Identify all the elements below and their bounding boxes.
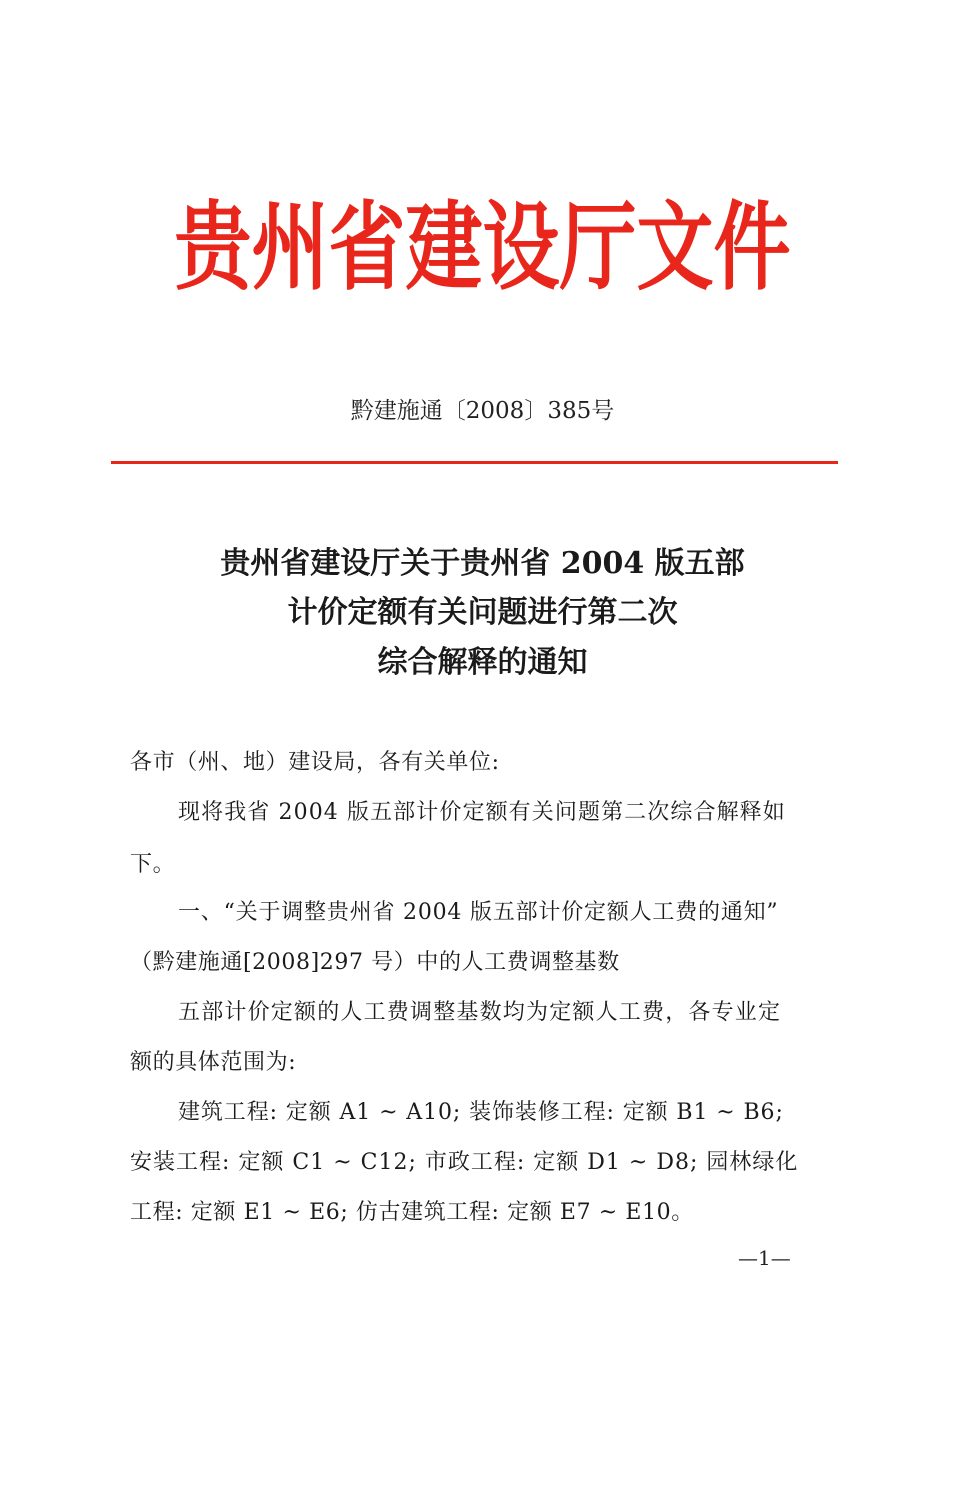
body-paragraph-line: 工程: 定额 E1 ~ E6; 仿古建筑工程: 定额 E7 ~ E10。 [130,1200,694,1225]
body-paragraph-line: 额的具体范围为: [130,1050,297,1075]
page-number: —1— [738,1246,791,1270]
notice-title-line-1: 贵州省建设厅关于贵州省 2004 版五部 [220,546,745,581]
section-heading-line: （黔建施通[2008]297 号）中的人工费调整基数 [130,950,620,975]
issuing-agency-title: 贵州省建设厅文件 [174,193,791,305]
body-paragraph-line: 安装工程: 定额 C1 ~ C12; 市政工程: 定额 D1 ~ D8; 园林绿化 [130,1150,799,1175]
body-paragraph-line: 五部计价定额的人工费调整基数均为定额人工费，各专业定 [178,1000,782,1025]
salutation: 各市（州、地）建设局，各有关单位: [130,750,500,775]
red-divider-line [111,461,838,464]
notice-title-line-2: 计价定额有关问题进行第二次 [287,595,678,630]
notice-title-line-3: 综合解释的通知 [377,645,588,680]
body-paragraph-line: 下。 [130,852,176,877]
body-paragraph-line: 建筑工程: 定额 A1 ~ A10; 装饰装修工程: 定额 B1 ~ B6; [178,1100,784,1125]
section-heading-line: 一、“关于调整贵州省 2004 版五部计价定额人工费的通知” [178,900,779,925]
body-paragraph-line: 现将我省 2004 版五部计价定额有关问题第二次综合解释如 [178,800,786,825]
document-number: 黔建施通〔2008〕385号 [350,398,615,424]
